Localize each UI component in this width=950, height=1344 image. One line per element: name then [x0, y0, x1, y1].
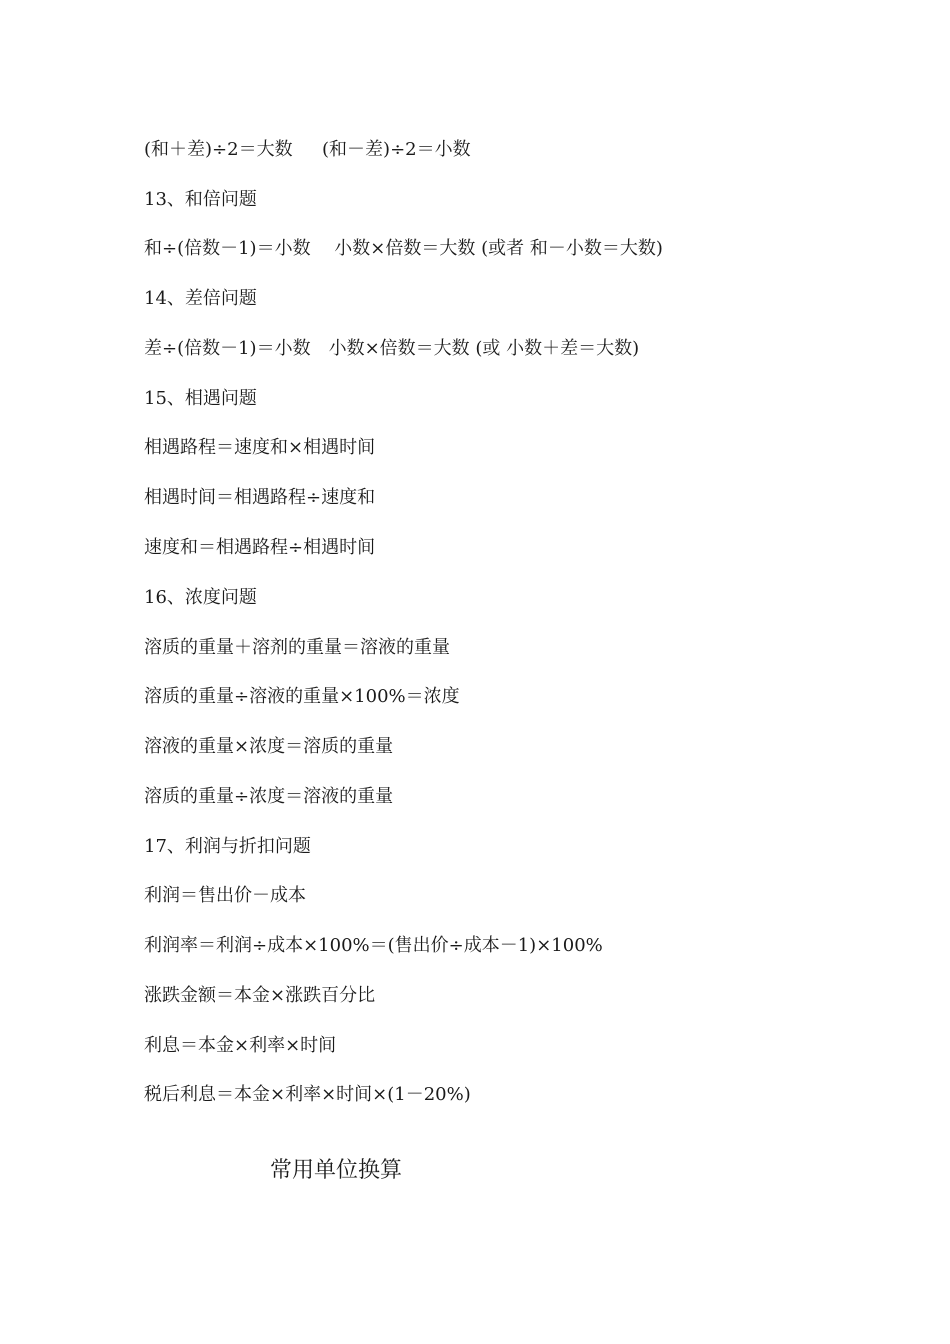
section-title-unit-conversion: 常用单位换算 — [270, 1158, 403, 1183]
formula-meeting-distance: 相遇路程＝速度和×相遇时间 — [144, 437, 376, 458]
formula-sum-difference: (和＋差)÷2＝大数 (和－差)÷2＝小数 — [144, 139, 471, 160]
formula-price-change: 涨跌金额＝本金×涨跌百分比 — [144, 985, 376, 1006]
formula-sum-multiple: 和÷(倍数－1)＝小数 小数×倍数＝大数 (或者 和－小数＝大数) — [144, 238, 663, 259]
heading-15-meeting: 15、相遇问题 — [144, 388, 257, 409]
formula-meeting-time: 相遇时间＝相遇路程÷速度和 — [144, 487, 376, 508]
formula-solution-from-solute: 溶质的重量÷浓度＝溶液的重量 — [144, 786, 394, 807]
heading-14-difference-multiple: 14、差倍问题 — [144, 288, 257, 309]
heading-17-profit-discount: 17、利润与折扣问题 — [144, 836, 311, 857]
heading-13-sum-multiple: 13、和倍问题 — [144, 189, 257, 210]
formula-speed-sum: 速度和＝相遇路程÷相遇时间 — [144, 537, 376, 558]
formula-profit: 利润＝售出价－成本 — [144, 885, 306, 906]
formula-after-tax-interest: 税后利息＝本金×利率×时间×(1－20%) — [144, 1084, 471, 1105]
formula-difference-multiple: 差÷(倍数－1)＝小数 小数×倍数＝大数 (或 小数＋差＝大数) — [144, 338, 640, 359]
formula-solute-weight: 溶液的重量×浓度＝溶质的重量 — [144, 736, 394, 757]
formula-concentration: 溶质的重量÷溶液的重量×100%＝浓度 — [144, 686, 460, 707]
formula-profit-rate: 利润率＝利润÷成本×100%＝(售出价÷成本－1)×100% — [144, 935, 603, 956]
formula-solution-weight: 溶质的重量＋溶剂的重量＝溶液的重量 — [144, 637, 450, 658]
formula-interest: 利息＝本金×利率×时间 — [144, 1035, 337, 1056]
heading-16-concentration: 16、浓度问题 — [144, 587, 257, 608]
